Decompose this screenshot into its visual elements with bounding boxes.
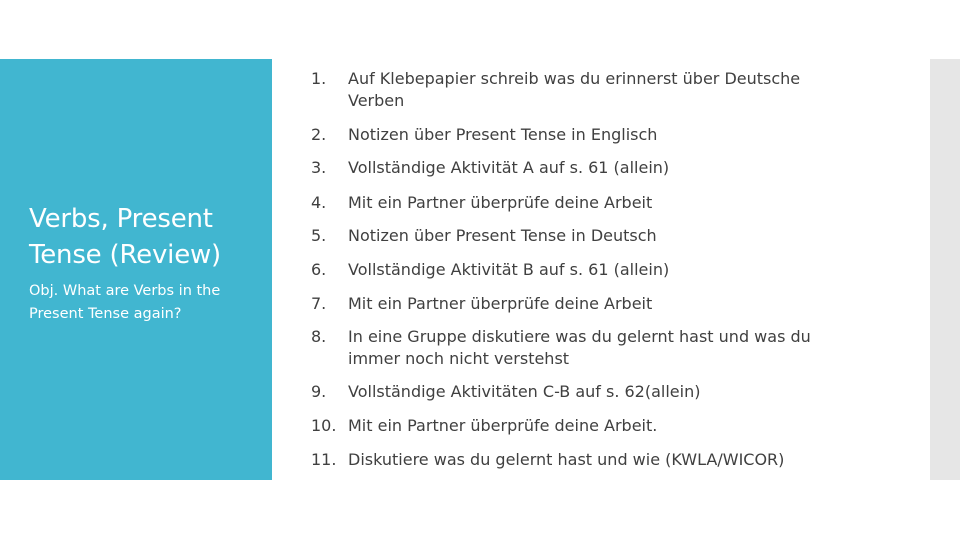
task-text: Notizen über Present Tense in Englisch bbox=[348, 125, 658, 144]
task-item bbox=[311, 293, 831, 315]
task-text: In eine Gruppe diskutiere was du gelernt hast und was du immer noch nicht verstehst bbox=[348, 327, 811, 368]
task-item bbox=[311, 259, 831, 281]
task-number: 7. bbox=[311, 294, 327, 313]
task-number: 6. bbox=[311, 260, 327, 279]
task-text: Diskutiere was du gelernt hast und wie (KWLA/WICOR) bbox=[348, 450, 785, 469]
task-item bbox=[311, 68, 831, 112]
task-number: 4. bbox=[311, 193, 327, 212]
task-number: 3. bbox=[311, 158, 327, 177]
task-number: 8. bbox=[311, 327, 327, 346]
task-number: 9. bbox=[311, 382, 327, 401]
task-item bbox=[311, 225, 831, 247]
task-number: 10. bbox=[311, 416, 337, 435]
task-text: Mit ein Partner überprüfe deine Arbeit bbox=[348, 294, 653, 313]
task-item bbox=[311, 381, 831, 403]
task-item bbox=[311, 326, 831, 370]
task-item bbox=[311, 124, 831, 146]
task-number: 5. bbox=[311, 226, 327, 245]
task-text: Vollständige Aktivitäten C-B auf s. 62(allein) bbox=[348, 382, 701, 401]
task-item bbox=[311, 157, 831, 179]
right-edge-strip bbox=[930, 59, 960, 480]
task-item bbox=[311, 192, 831, 214]
task-text: Mit ein Partner überprüfe deine Arbeit. bbox=[348, 416, 658, 435]
task-item bbox=[311, 449, 831, 471]
task-text: Auf Klebepapier schreib was du erinnerst über Deutsche Verben bbox=[348, 69, 801, 110]
slide-title: Verbs, Present Tense (Review) bbox=[29, 204, 221, 270]
task-number: 1. bbox=[311, 69, 327, 88]
task-text: Vollständige Aktivität A auf s. 61 (allein) bbox=[348, 158, 670, 177]
task-text: Notizen über Present Tense in Deutsch bbox=[348, 226, 657, 245]
task-item bbox=[311, 415, 831, 437]
task-text: Mit ein Partner überprüfe deine Arbeit bbox=[348, 193, 653, 212]
task-text: Vollständige Aktivität B auf s. 61 (allein) bbox=[348, 260, 670, 279]
slide-subtitle: Obj. What are Verbs in the Present Tense again? bbox=[29, 283, 221, 322]
task-number: 11. bbox=[311, 450, 337, 469]
task-number: 2. bbox=[311, 125, 327, 144]
